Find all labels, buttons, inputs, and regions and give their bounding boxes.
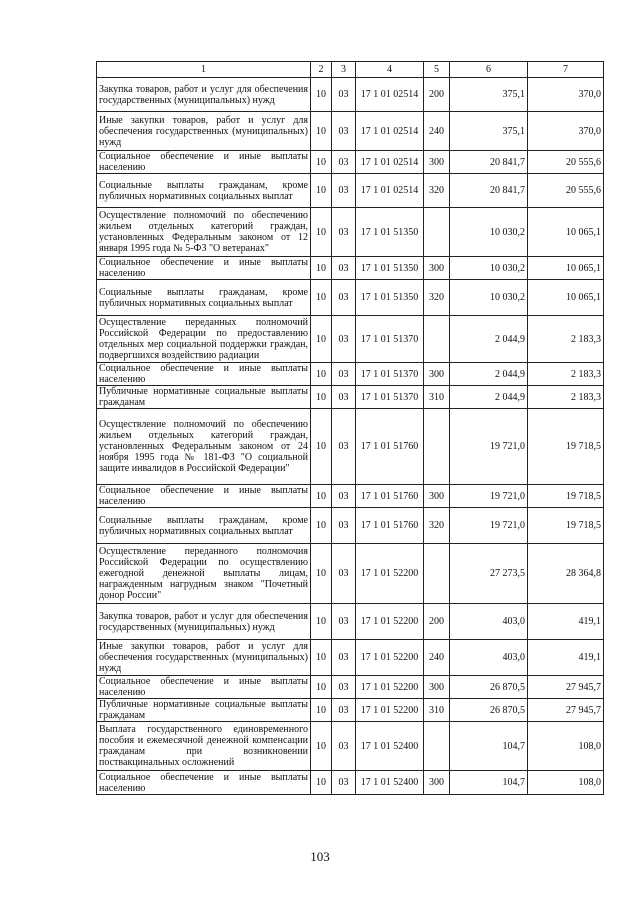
row-name-cell: Публичные нормативные социальные выплаты гражданам [97, 386, 311, 409]
table-row [97, 208, 604, 257]
target-article-cell: 17 1 01 51350 [356, 208, 424, 257]
target-article-cell: 17 1 01 52200 [356, 604, 424, 640]
expense-type-cell: 240 [424, 640, 450, 676]
target-article-cell: 17 1 01 51350 [356, 280, 424, 316]
row-name-cell: Социальное обеспечение и иные выплаты населению [97, 151, 311, 174]
subsection-cell: 03 [332, 771, 356, 795]
amount-year1-cell: 403,0 [450, 640, 528, 676]
column-header: 3 [332, 62, 356, 78]
amount-year2-cell: 419,1 [528, 604, 604, 640]
table-row [97, 409, 604, 485]
expense-type-cell: 200 [424, 78, 450, 112]
column-number-row [97, 62, 604, 78]
amount-year2-cell: 19 718,5 [528, 409, 604, 485]
section-cell: 10 [311, 386, 332, 409]
subsection-cell: 03 [332, 640, 356, 676]
row-name-cell: Социальное обеспечение и иные выплаты населению [97, 771, 311, 795]
target-article-cell: 17 1 01 02514 [356, 174, 424, 208]
subsection-cell: 03 [332, 604, 356, 640]
column-header: 6 [450, 62, 528, 78]
expense-type-cell [424, 409, 450, 485]
amount-year2-cell: 10 065,1 [528, 257, 604, 280]
amount-year2-cell: 419,1 [528, 640, 604, 676]
amount-year2-cell: 19 718,5 [528, 485, 604, 508]
expense-type-cell [424, 722, 450, 771]
amount-year1-cell: 19 721,0 [450, 485, 528, 508]
section-cell: 10 [311, 676, 332, 699]
amount-year1-cell: 20 841,7 [450, 151, 528, 174]
amount-year2-cell: 27 945,7 [528, 699, 604, 722]
amount-year1-cell: 10 030,2 [450, 208, 528, 257]
section-cell: 10 [311, 78, 332, 112]
amount-year2-cell: 20 555,6 [528, 174, 604, 208]
subsection-cell: 03 [332, 508, 356, 544]
amount-year1-cell: 20 841,7 [450, 174, 528, 208]
amount-year2-cell: 27 945,7 [528, 676, 604, 699]
section-cell: 10 [311, 208, 332, 257]
amount-year1-cell: 26 870,5 [450, 699, 528, 722]
section-cell: 10 [311, 280, 332, 316]
amount-year2-cell: 28 364,8 [528, 544, 604, 604]
table-row [97, 386, 604, 409]
expense-type-cell: 310 [424, 386, 450, 409]
section-cell: 10 [311, 363, 332, 386]
section-cell: 10 [311, 640, 332, 676]
table-row [97, 151, 604, 174]
expense-type-cell [424, 208, 450, 257]
section-cell: 10 [311, 316, 332, 363]
column-header: 2 [311, 62, 332, 78]
table-row [97, 604, 604, 640]
expense-type-cell: 310 [424, 699, 450, 722]
expense-type-cell: 240 [424, 112, 450, 151]
amount-year2-cell: 19 718,5 [528, 508, 604, 544]
amount-year1-cell: 2 044,9 [450, 316, 528, 363]
section-cell: 10 [311, 112, 332, 151]
amount-year2-cell: 370,0 [528, 112, 604, 151]
target-article-cell: 17 1 01 52200 [356, 544, 424, 604]
section-cell: 10 [311, 151, 332, 174]
target-article-cell: 17 1 01 51350 [356, 257, 424, 280]
amount-year1-cell: 2 044,9 [450, 363, 528, 386]
target-article-cell: 17 1 01 51760 [356, 508, 424, 544]
column-header: 7 [528, 62, 604, 78]
expense-type-cell: 300 [424, 363, 450, 386]
column-header: 1 [97, 62, 311, 78]
column-header: 5 [424, 62, 450, 78]
row-name-cell: Социальное обеспечение и иные выплаты населению [97, 485, 311, 508]
target-article-cell: 17 1 01 51370 [356, 386, 424, 409]
amount-year2-cell: 108,0 [528, 722, 604, 771]
table-row [97, 257, 604, 280]
subsection-cell: 03 [332, 409, 356, 485]
amount-year1-cell: 375,1 [450, 78, 528, 112]
subsection-cell: 03 [332, 151, 356, 174]
amount-year2-cell: 2 183,3 [528, 363, 604, 386]
section-cell: 10 [311, 174, 332, 208]
target-article-cell: 17 1 01 52200 [356, 676, 424, 699]
table-row [97, 112, 604, 151]
expense-type-cell: 300 [424, 676, 450, 699]
amount-year1-cell: 104,7 [450, 722, 528, 771]
expense-type-cell: 200 [424, 604, 450, 640]
amount-year1-cell: 19 721,0 [450, 508, 528, 544]
amount-year1-cell: 2 044,9 [450, 386, 528, 409]
amount-year1-cell: 375,1 [450, 112, 528, 151]
amount-year1-cell: 27 273,5 [450, 544, 528, 604]
table-row [97, 508, 604, 544]
amount-year2-cell: 20 555,6 [528, 151, 604, 174]
section-cell: 10 [311, 257, 332, 280]
amount-year2-cell: 2 183,3 [528, 386, 604, 409]
subsection-cell: 03 [332, 699, 356, 722]
amount-year2-cell: 370,0 [528, 78, 604, 112]
row-name-cell: Социальное обеспечение и иные выплаты населению [97, 676, 311, 699]
subsection-cell: 03 [332, 174, 356, 208]
target-article-cell: 17 1 01 02514 [356, 78, 424, 112]
expense-type-cell: 300 [424, 485, 450, 508]
table-body [97, 78, 604, 795]
target-article-cell: 17 1 01 52200 [356, 699, 424, 722]
expense-type-cell [424, 544, 450, 604]
row-name-cell: Закупка товаров, работ и услуг для обеспечения государственных (муниципальных) нужд [97, 78, 311, 112]
target-article-cell: 17 1 01 02514 [356, 151, 424, 174]
table-row [97, 722, 604, 771]
table-row [97, 174, 604, 208]
row-name-cell: Социальное обеспечение и иные выплаты населению [97, 363, 311, 386]
row-name-cell: Осуществление полномочий по обеспечению жильем отдельных категорий граждан, установленных Федеральным законом от 12 января 1995 года № 5-ФЗ "О ветеранах" [97, 208, 311, 257]
section-cell: 10 [311, 722, 332, 771]
section-cell: 10 [311, 508, 332, 544]
subsection-cell: 03 [332, 676, 356, 699]
subsection-cell: 03 [332, 208, 356, 257]
row-name-cell: Иные закупки товаров, работ и услуг для обеспечения государственных (муниципальных) нужд [97, 640, 311, 676]
budget-table [96, 61, 604, 795]
amount-year1-cell: 10 030,2 [450, 280, 528, 316]
amount-year2-cell: 10 065,1 [528, 208, 604, 257]
table-row [97, 771, 604, 795]
table-row [97, 699, 604, 722]
row-name-cell: Социальное обеспечение и иные выплаты населению [97, 257, 311, 280]
subsection-cell: 03 [332, 722, 356, 771]
amount-year2-cell: 2 183,3 [528, 316, 604, 363]
row-name-cell: Осуществление полномочий по обеспечению жильем отдельных категорий граждан, установленных Федеральным законом от 24 ноября 1995 года № 181-ФЗ "О социальной защите инвалидов в Российской Федерации" [97, 409, 311, 485]
section-cell: 10 [311, 771, 332, 795]
expense-type-cell: 300 [424, 151, 450, 174]
subsection-cell: 03 [332, 280, 356, 316]
table-row [97, 485, 604, 508]
table-row [97, 640, 604, 676]
amount-year1-cell: 26 870,5 [450, 676, 528, 699]
expense-type-cell: 300 [424, 257, 450, 280]
page-number: 103 [310, 849, 330, 864]
target-article-cell: 17 1 01 51760 [356, 409, 424, 485]
table-row [97, 544, 604, 604]
subsection-cell: 03 [332, 78, 356, 112]
target-article-cell: 17 1 01 52400 [356, 771, 424, 795]
amount-year1-cell: 19 721,0 [450, 409, 528, 485]
table-row [97, 676, 604, 699]
section-cell: 10 [311, 485, 332, 508]
amount-year2-cell: 108,0 [528, 771, 604, 795]
subsection-cell: 03 [332, 112, 356, 151]
section-cell: 10 [311, 544, 332, 604]
expense-type-cell: 320 [424, 174, 450, 208]
amount-year1-cell: 10 030,2 [450, 257, 528, 280]
row-name-cell: Публичные нормативные социальные выплаты гражданам [97, 699, 311, 722]
subsection-cell: 03 [332, 316, 356, 363]
amount-year2-cell: 10 065,1 [528, 280, 604, 316]
row-name-cell: Выплата государственного единовременного пособия и ежемесячной денежной компенсации гражданам при возникновении поствакцинальных осложнений [97, 722, 311, 771]
row-name-cell: Иные закупки товаров, работ и услуг для обеспечения государственных (муниципальных) нужд [97, 112, 311, 151]
table-row [97, 280, 604, 316]
row-name-cell: Осуществление переданного полномочия Российской Федерации по осуществлению ежегодной денежной выплаты лицам, награжденным нагрудным знаком "Почетный донор России" [97, 544, 311, 604]
row-name-cell: Осуществление переданных полномочий Российской Федерации по предоставлению отдельных мер социальной поддержки граждан, подвергшихся воздействию радиации [97, 316, 311, 363]
target-article-cell: 17 1 01 02514 [356, 112, 424, 151]
subsection-cell: 03 [332, 257, 356, 280]
section-cell: 10 [311, 699, 332, 722]
section-cell: 10 [311, 604, 332, 640]
expense-type-cell: 320 [424, 280, 450, 316]
target-article-cell: 17 1 01 51370 [356, 363, 424, 386]
amount-year1-cell: 104,7 [450, 771, 528, 795]
expense-type-cell: 320 [424, 508, 450, 544]
table-row [97, 363, 604, 386]
table-row [97, 316, 604, 363]
column-header: 4 [356, 62, 424, 78]
table-row [97, 78, 604, 112]
target-article-cell: 17 1 01 51370 [356, 316, 424, 363]
target-article-cell: 17 1 01 52200 [356, 640, 424, 676]
expense-type-cell: 300 [424, 771, 450, 795]
row-name-cell: Социальные выплаты гражданам, кроме публичных нормативных социальных выплат [97, 280, 311, 316]
subsection-cell: 03 [332, 485, 356, 508]
section-cell: 10 [311, 409, 332, 485]
target-article-cell: 17 1 01 52400 [356, 722, 424, 771]
subsection-cell: 03 [332, 386, 356, 409]
subsection-cell: 03 [332, 363, 356, 386]
row-name-cell: Социальные выплаты гражданам, кроме публичных нормативных социальных выплат [97, 174, 311, 208]
amount-year1-cell: 403,0 [450, 604, 528, 640]
row-name-cell: Закупка товаров, работ и услуг для обеспечения государственных (муниципальных) нужд [97, 604, 311, 640]
row-name-cell: Социальные выплаты гражданам, кроме публичных нормативных социальных выплат [97, 508, 311, 544]
subsection-cell: 03 [332, 544, 356, 604]
expense-type-cell [424, 316, 450, 363]
target-article-cell: 17 1 01 51760 [356, 485, 424, 508]
